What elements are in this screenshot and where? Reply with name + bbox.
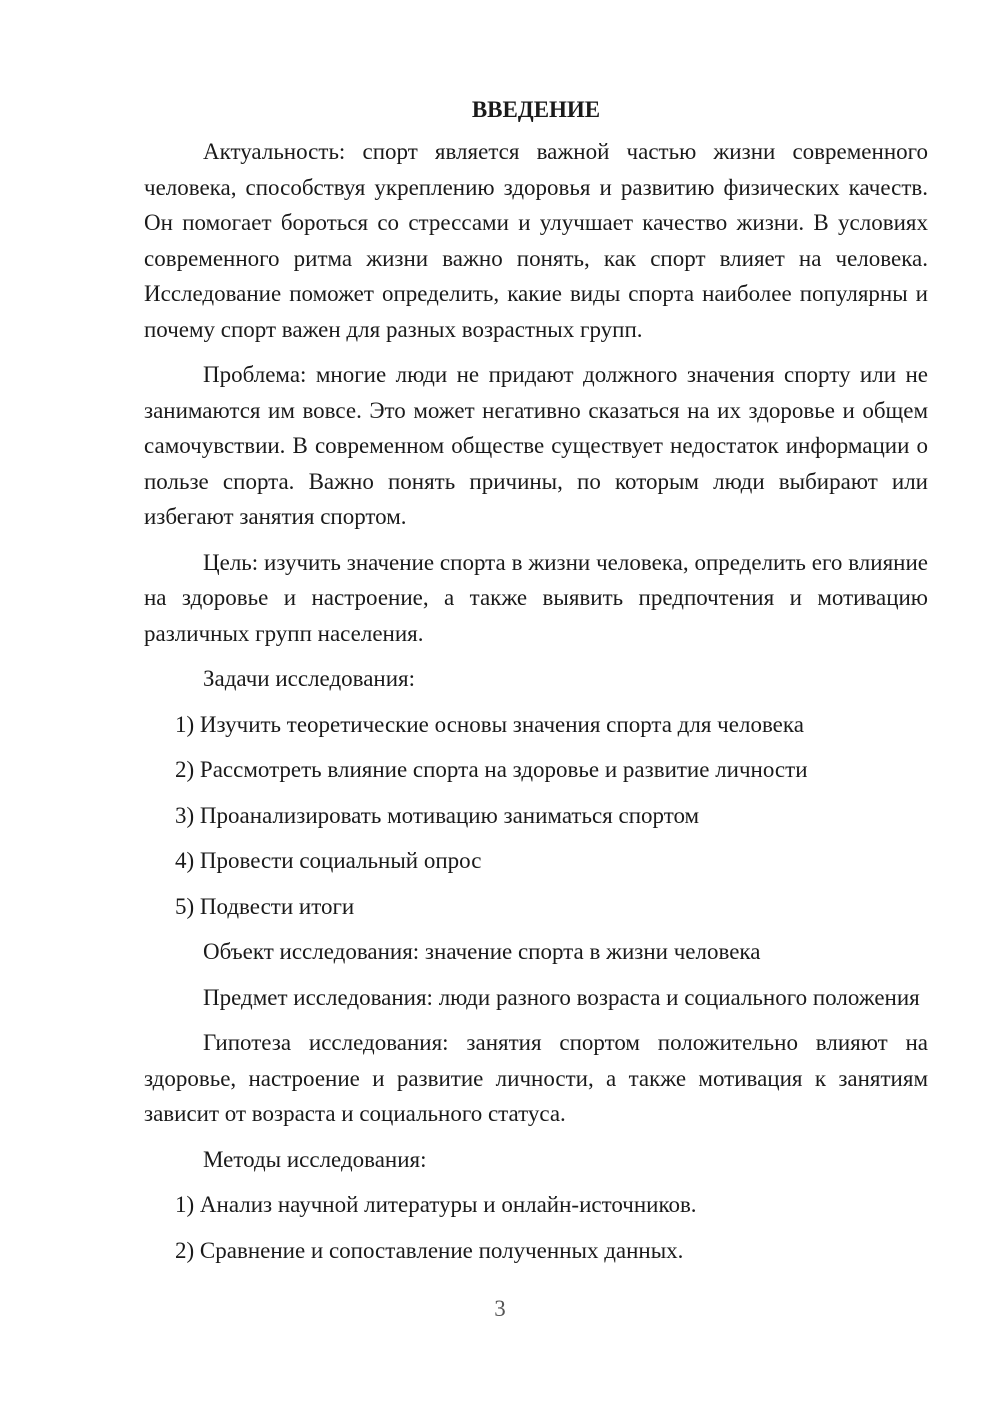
goal-paragraph: Цель: изучить значение спорта в жизни человека, определить его влияние на здоровье и настроение, а также выявить предпочтения и мотивацию различных групп населения. xyxy=(144,549,928,646)
relevance-paragraph: Актуальность: спорт является важной частью жизни современного человека, способствуя укреплению здоровья и развитию физических качеств. Он помогает бороться со стрессами и улучшает качество жизни. В условиях современного ритма жизни важно понять, как спорт влияет на человека. Исследование поможет определить, какие виды спорта наиболее популярны и почему спорт важен для разных возрастных групп. xyxy=(144,139,928,342)
task-item: 2) Рассмотреть влияние спорта на здоровье и развитие личности xyxy=(175,757,808,782)
task-item: 5) Подвести итоги xyxy=(175,893,355,919)
document-page xyxy=(144,92,928,1278)
tasks-heading: Задачи исследования: xyxy=(203,666,416,691)
task-item: 1) Изучить теоретические основы значения спорта для человека xyxy=(175,711,804,737)
section-title: ВВЕДЕНИЕ xyxy=(471,97,601,122)
object-paragraph: Объект исследования: значение спорта в жизни человека xyxy=(203,939,761,964)
task-item: 3) Проанализировать мотивацию заниматься спортом xyxy=(175,802,700,828)
methods-heading: Методы исследования: xyxy=(203,1146,427,1172)
methods-list xyxy=(144,1187,928,1268)
subject-paragraph: Предмет исследования: люди разного возраста и социального положения xyxy=(203,984,920,1010)
method-item: 1) Анализ научной литературы и онлайн-источников. xyxy=(175,1192,697,1217)
hypothesis-paragraph: Гипотеза исследования: занятия спортом положительно влияют на здоровье, настроение и развитие личности, а также мотивация к занятиям зависит от возраста и социального статуса. xyxy=(144,1030,928,1126)
method-item: 2) Сравнение и сопоставление полученных данных. xyxy=(175,1237,684,1263)
tasks-list xyxy=(144,707,928,925)
problem-paragraph: Проблема: многие люди не придают должного значения спорту или не занимаются им вовсе. Это может негативно сказаться на их здоровье и общем самочувствии. В современном обществе существует недостаток информации о пользе спорта. Важно понять причины, по которым люди выбирают или избегают занятия спортом. xyxy=(144,362,928,529)
task-item: 4) Провести социальный опрос xyxy=(175,848,482,873)
page-number: 3 xyxy=(494,1296,506,1321)
